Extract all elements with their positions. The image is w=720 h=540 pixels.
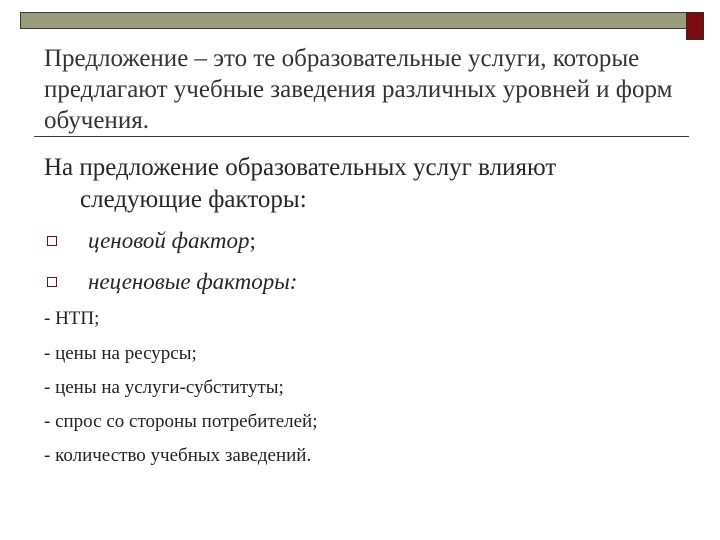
list-item-institution-count: - количество учебных заведений. <box>44 445 312 466</box>
list-item-resource-prices: - цены на ресурсы; <box>44 343 197 364</box>
bullet-label: ценовой фактор <box>88 228 250 253</box>
intro-text <box>44 152 684 216</box>
square-bullet-icon <box>47 236 57 246</box>
intro-line-1: На предложение образовательных услуг влияют <box>44 154 557 181</box>
header-decor-square <box>686 12 704 40</box>
bullet-label: неценовые факторы: <box>88 269 298 294</box>
square-bullet-icon <box>47 277 57 287</box>
title-divider <box>34 136 689 137</box>
list-item-ntp: - НТП; <box>44 308 100 329</box>
intro-line-2: следующие факторы: <box>80 186 307 213</box>
header-decor-bar <box>20 12 688 29</box>
list-item-consumer-demand: - спрос со стороны потребителей; <box>44 411 318 432</box>
slide-title: Предложение – это те образовательные услуги, которые предлагают учебные заведения различных уровней и форм обучения. <box>44 45 673 134</box>
list-item-substitute-prices: - цены на услуги-субституты; <box>44 377 284 398</box>
bullet-suffix: ; <box>249 228 256 253</box>
